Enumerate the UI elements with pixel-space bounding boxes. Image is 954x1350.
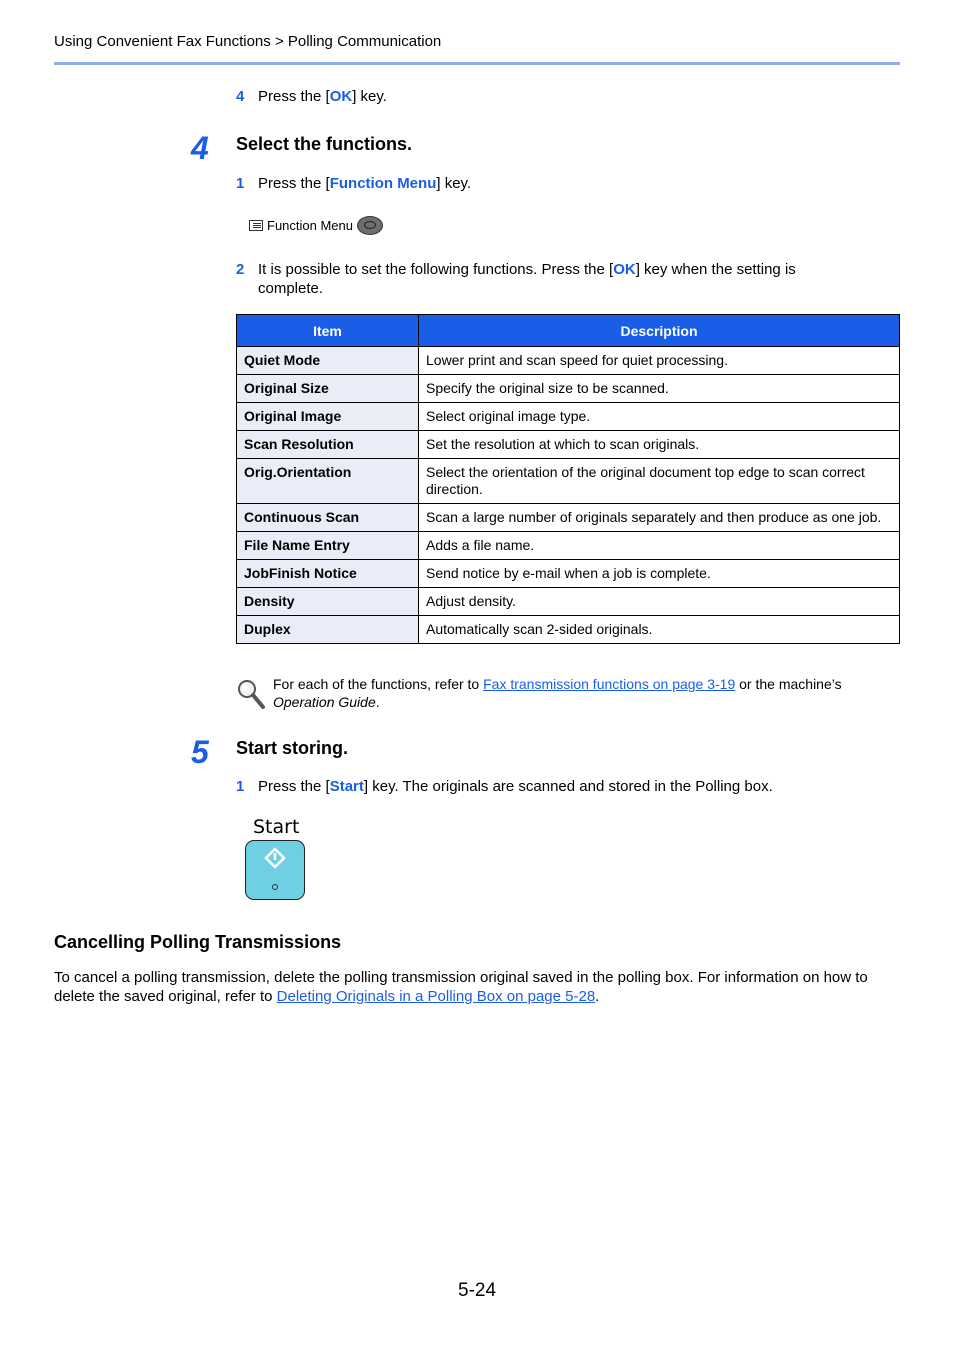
substep-number: 1 xyxy=(236,778,245,795)
paragraph-text: . xyxy=(595,988,600,1005)
table-header-row xyxy=(237,315,900,347)
table-row xyxy=(237,616,900,644)
operation-guide-title: Operation Guide xyxy=(273,694,376,710)
description-cell: Lower print and scan speed for quiet processing. xyxy=(419,347,900,375)
function-menu-key-label: Function Menu xyxy=(267,217,353,233)
column-header-description: Description xyxy=(419,315,900,347)
substep-press-ok xyxy=(236,87,387,106)
key-name-function-menu: Function Menu xyxy=(329,175,437,192)
page-number: 5-24 xyxy=(458,1280,497,1301)
section-paragraph xyxy=(54,968,904,1006)
step-title: Start storing. xyxy=(236,738,349,758)
substep-text: Press the [ xyxy=(258,175,330,192)
substep-text: ] key. xyxy=(436,175,472,192)
substep-press-function-menu xyxy=(236,174,471,193)
substep-text: ] key. The originals are scanned and stored in the Polling box. xyxy=(363,778,773,795)
step-number: 5 xyxy=(191,734,209,770)
note-text: For each of the functions, refer to xyxy=(273,676,484,692)
description-cell: Automatically scan 2-sided originals. xyxy=(419,616,900,644)
table-row xyxy=(237,347,900,375)
table-row xyxy=(237,588,900,616)
substep-number: 4 xyxy=(236,88,245,105)
item-cell: Scan Resolution xyxy=(237,431,419,459)
description-cell: Specify the original size to be scanned. xyxy=(419,375,900,403)
description-cell: Select original image type. xyxy=(419,403,900,431)
table-row xyxy=(237,532,900,560)
key-name-ok: OK xyxy=(329,88,353,105)
table-row xyxy=(237,375,900,403)
item-cell: Original Size xyxy=(237,375,419,403)
item-cell: File Name Entry xyxy=(237,532,419,560)
start-diamond-icon xyxy=(246,841,303,898)
table-row xyxy=(237,504,900,532)
function-menu-button-icon xyxy=(357,216,383,235)
deleting-originals-link[interactable]: Deleting Originals in a Polling Box on page 5-28 xyxy=(276,988,596,1005)
menu-list-icon xyxy=(249,220,263,231)
description-cell: Select the orientation of the original document top edge to scan correct direction. xyxy=(419,459,900,504)
substep-press-start xyxy=(236,777,773,796)
key-name-start: Start xyxy=(329,778,364,795)
description-cell: Send notice by e-mail when a job is complete. xyxy=(419,560,900,588)
description-cell: Set the resolution at which to scan originals. xyxy=(419,431,900,459)
table-row xyxy=(237,431,900,459)
paragraph-text: To cancel a polling transmission, delete the polling transmission original saved in the polling box. For information on how to delete the saved original, refer to xyxy=(54,969,868,1005)
item-cell: Quiet Mode xyxy=(237,347,419,375)
item-cell: Orig.Orientation xyxy=(237,459,419,504)
table-row xyxy=(237,403,900,431)
substep-number: 1 xyxy=(236,175,245,192)
note-text: or the machine’s xyxy=(735,676,842,692)
functions-table xyxy=(236,314,900,644)
magnifier-note-icon xyxy=(236,678,266,714)
item-cell: Continuous Scan xyxy=(237,504,419,532)
start-key-label: Start xyxy=(253,816,300,838)
table-row xyxy=(237,560,900,588)
item-cell: Duplex xyxy=(237,616,419,644)
description-cell: Adds a file name. xyxy=(419,532,900,560)
item-cell: Density xyxy=(237,588,419,616)
substep-text: It is possible to set the following functions. Press the [ xyxy=(258,261,614,278)
description-cell: Scan a large number of originals separately and then produce as one job. xyxy=(419,504,900,532)
item-cell: Original Image xyxy=(237,403,419,431)
start-key-illustration xyxy=(245,840,305,900)
substep-text: Press the [ xyxy=(258,88,330,105)
reference-note xyxy=(273,675,893,711)
breadcrumb: Using Convenient Fax Functions > Polling Communication xyxy=(54,33,442,50)
substep-text: ] key. xyxy=(352,88,387,105)
item-cell: JobFinish Notice xyxy=(237,560,419,588)
fax-functions-link[interactable]: Fax transmission functions on page 3-19 xyxy=(483,676,736,692)
key-name-ok: OK xyxy=(613,261,636,278)
description-cell: Adjust density. xyxy=(419,588,900,616)
note-text: . xyxy=(375,694,380,710)
section-heading: Cancelling Polling Transmissions xyxy=(54,932,342,952)
substep-text: Press the [ xyxy=(258,778,330,795)
step-number: 4 xyxy=(191,130,209,166)
step-title: Select the functions. xyxy=(236,134,413,154)
column-header-item: Item xyxy=(237,315,419,347)
table-row xyxy=(237,459,900,504)
substep-text: ] key when the setting is complete. xyxy=(258,261,796,297)
header-rule xyxy=(54,62,900,65)
substep-set-functions xyxy=(236,260,858,298)
substep-number: 2 xyxy=(236,261,245,278)
function-menu-key-illustration xyxy=(249,213,383,237)
